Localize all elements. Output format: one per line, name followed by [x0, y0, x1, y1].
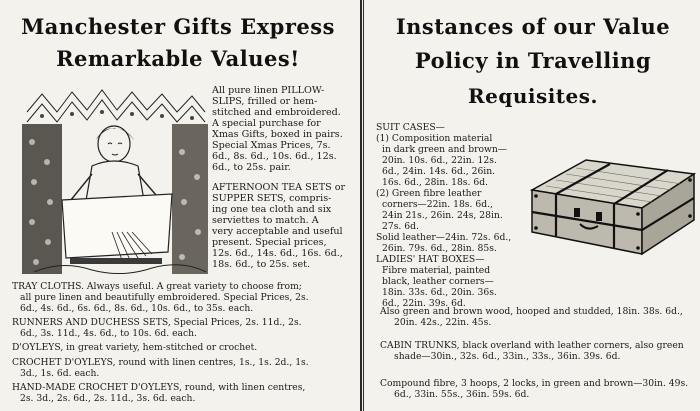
- text-line: 6d., 8s. 6d., 10s. 6d., 12s.: [212, 151, 337, 162]
- tea-sets-block: [212, 182, 356, 270]
- text-line: ing one tea cloth and six: [212, 204, 332, 215]
- trunk-illustration: [526, 150, 698, 266]
- doyleys-block: [12, 342, 356, 353]
- text-line: 6d., to 25s. pair.: [212, 162, 291, 173]
- text-line: 2s. 3d., 2s. 6d., 2s. 11d., 3s. 6d. each.: [20, 393, 196, 404]
- text-line: Fibre material, painted: [382, 265, 491, 276]
- right-headline-3: Requisites.: [467, 84, 598, 108]
- cabin-trunks-block: [380, 340, 700, 362]
- text-line: present. Special prices,: [212, 237, 327, 248]
- tray-cloths-block: [12, 281, 356, 314]
- text-line: CROCHET D'OYLEYS, round with linen centres, 1s., 1s. 2d., 1s.: [12, 357, 309, 368]
- text-line: 6d., 33in. 55s., 36in. 59s. 6d.: [394, 389, 530, 400]
- text-line: A special purchase for: [212, 118, 321, 129]
- text-line: very acceptable and useful: [212, 226, 343, 237]
- text-line: 18in. 33s. 6d., 20in. 36s.: [382, 287, 497, 298]
- text-line: Xmas Gifts, boxed in pairs.: [212, 129, 343, 140]
- crochet-block: [12, 357, 356, 379]
- text-line: AFTERNOON TEA SETS or: [212, 182, 346, 193]
- text-line: 20in. 10s. 6d., 22in. 12s.: [382, 155, 497, 166]
- text-line: black, leather corners—: [382, 276, 494, 287]
- suit-cases-block: [376, 122, 536, 309]
- green-brown-block: [380, 306, 700, 328]
- handmade-block: [12, 382, 356, 404]
- text-line: HAND-MADE CROCHET D'OYLEYS, round, with linen centres,: [12, 382, 306, 393]
- pillow-slips-block: [212, 85, 356, 173]
- text-line: stitched and embroidered.: [212, 107, 341, 118]
- text-line: 3d., 1s. 6d. each.: [20, 368, 100, 379]
- text-line: All pure linen PILLOW-: [212, 85, 325, 96]
- text-line: 6d., 3s. 11d., 4s. 6d., to 10s. 6d. each.: [20, 328, 197, 339]
- text-line: 20in. 42s., 22in. 45s.: [394, 317, 492, 328]
- right-headline-2: Policy in Travelling: [414, 48, 652, 73]
- text-line: RUNNERS AND DUCHESS SETS, Special Prices, 2s. 11d., 2s.: [12, 317, 302, 328]
- text-line: Also green and brown wood, hooped and studded, 18in. 38s. 6d.,: [380, 306, 683, 317]
- left-headline-2: Remarkable Values!: [56, 46, 300, 71]
- text-line: 24in 21s., 26in. 24s, 28in.: [382, 210, 503, 221]
- text-line: 16s. 6d., 28in. 18s. 6d.: [382, 177, 489, 188]
- text-line: LADIES' HAT BOXES—: [376, 254, 485, 265]
- text-line: (2) Green fibre leather: [376, 188, 482, 199]
- text-line: serviettes to match. A: [212, 215, 319, 226]
- text-line: 27s. 6d.: [382, 221, 419, 232]
- text-line: shade—30in., 32s. 6d., 33in., 33s., 36in. 39s. 6d.: [394, 351, 621, 362]
- text-line: 18s. 6d., to 25s. set.: [212, 259, 311, 270]
- text-line: SUIT CASES—: [376, 122, 445, 133]
- text-line: Solid leather—24in. 72s. 6d.,: [376, 232, 512, 243]
- text-line: all pure linen and beautifully embroidered. Special Prices, 2s.: [20, 292, 309, 303]
- text-line: TRAY CLOTHS. Always useful. A great variety to choose from;: [12, 281, 302, 292]
- text-line: CABIN TRUNKS, black overland with leather corners, also green: [380, 340, 684, 351]
- text-line: 26in. 79s. 6d., 28in. 85s.: [382, 243, 497, 254]
- text-line: Compound fibre, 3 hoops, 2 locks, in green and brown—30in. 49s.: [380, 378, 689, 389]
- text-line: in dark green and brown—: [382, 144, 507, 155]
- runners-block: [12, 317, 356, 339]
- text-line: 6d., 22in. 39s. 6d.: [382, 298, 466, 309]
- text-line: SUPPER SETS, compris-: [212, 193, 332, 204]
- linen-illustration: [22, 82, 208, 280]
- column-divider: [360, 0, 362, 411]
- text-line: 6d., 4s. 6d., 6s. 6d., 8s. 6d., 10s. 6d., to 35s. each.: [20, 303, 254, 314]
- left-headline-1: Manchester Gifts Express: [21, 14, 335, 39]
- text-line: (1) Composition material: [376, 133, 493, 144]
- text-line: corners—22in. 18s. 6d.,: [382, 199, 493, 210]
- text-line: SLIPS, frilled or hem-: [212, 96, 318, 107]
- text-line: D'OYLEYS, in great variety, hem-stitched or crochet.: [12, 342, 258, 353]
- column-divider-thin: [363, 0, 364, 411]
- right-headline-1: Instances of our Value: [395, 14, 671, 39]
- text-line: Special Xmas Prices, 7s.: [212, 140, 331, 151]
- text-line: 12s. 6d., 14s. 6d., 16s. 6d.,: [212, 248, 343, 259]
- text-line: 6d., 24in. 14s. 6d., 26in.: [382, 166, 496, 177]
- compound-fibre-block: [380, 378, 700, 400]
- right-column: [366, 0, 700, 411]
